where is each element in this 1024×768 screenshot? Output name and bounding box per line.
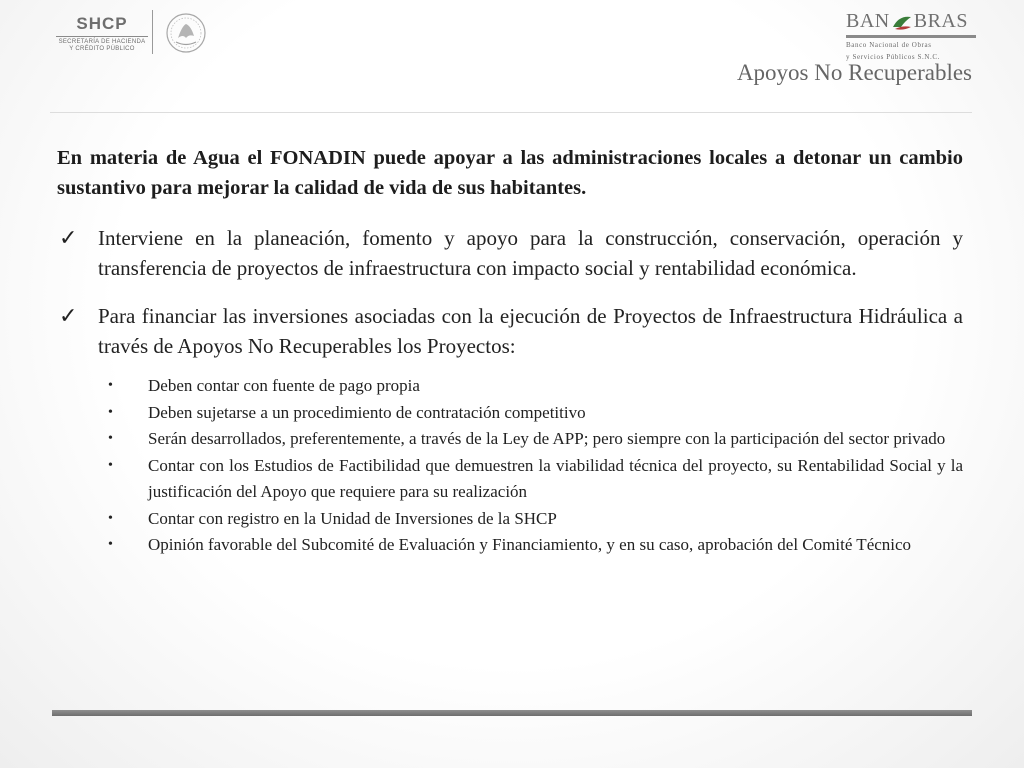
check-icon: ✓ [59,304,78,329]
check-item [57,223,963,283]
section-title: Apoyos No Recuperables [736,60,972,85]
bullet-icon: • [108,537,113,552]
bullet-icon: • [108,378,113,393]
shcp-subtitle-1: SECRETARÍA DE HACIENDA [58,39,146,45]
banobras-leaf-icon [891,13,913,31]
bullet-icon: • [108,510,113,526]
banobras-name-right: BRAS [913,10,968,32]
list-item [108,426,963,453]
list-item-text: Opinión favorable del Subcomité de Evaluación y Financiamiento, y en su caso, aprobación del Comité Técnico [148,535,912,554]
list-item-text: Contar con los Estudios de Factibilidad que demuestren la viabilidad técnica del proyecto, su Rentabilidad Social y la justificación del Apoyo que requiere para su realización [148,455,963,501]
list-item [108,453,963,506]
banobras-underline [846,35,976,38]
banobras-logo [846,10,976,62]
list-item [108,506,963,533]
national-seal-icon [162,12,210,54]
list-item [108,532,963,559]
list-item-text: Contar con registro en la Unidad de Inversiones de la SHCP [148,508,557,528]
banobras-name-left: BAN [846,10,890,32]
requirements-list [57,373,963,559]
footer-bar [52,710,972,716]
list-item-text: Serán desarrollados, preferentemente, a través de la Ley de APP; pero siempre con la participación del sector privado [148,429,946,448]
banobras-subtitle-2: y Servicios Públicos S.N.C. [846,53,940,61]
shcp-logo [52,14,152,53]
list-item [108,400,963,427]
check-item [57,301,963,361]
title-rule [50,112,972,113]
list-item [108,373,963,400]
logo-separator [152,10,153,54]
bullet-icon: • [108,431,113,446]
check-item-text: Interviene en la planeación, fomento y apoyo para la construcción, conservación, operación y transferencia de proyectos de infraestructura con impacto social y rentabilidad económica. [98,226,963,280]
check-icon: ✓ [59,226,78,251]
shcp-title: SHCP [76,14,128,33]
slide-content [57,143,963,559]
lead-paragraph: En materia de Agua el FONADIN puede apoyar a las administraciones locales a detonar un cambio sustantivo para mejorar la calidad de vida de sus habitantes. [57,147,963,199]
list-item-text: Deben contar con fuente de pago propia [148,376,420,395]
bullet-icon: • [108,457,113,473]
banobras-subtitle-1: Banco Nacional de Obras [846,41,932,49]
bullet-icon: • [108,404,113,420]
list-item-text: Deben sujetarse a un procedimiento de contratación competitivo [148,402,586,422]
shcp-divider-line [56,36,148,37]
check-item-text: Para financiar las inversiones asociadas con la ejecución de Proyectos de Infraestructura Hidráulica a través de Apoyos No Recuperables los Proyectos: [98,304,963,358]
shcp-subtitle-2: Y CRÉDITO PÚBLICO [69,46,135,52]
banobras-name [846,10,976,33]
